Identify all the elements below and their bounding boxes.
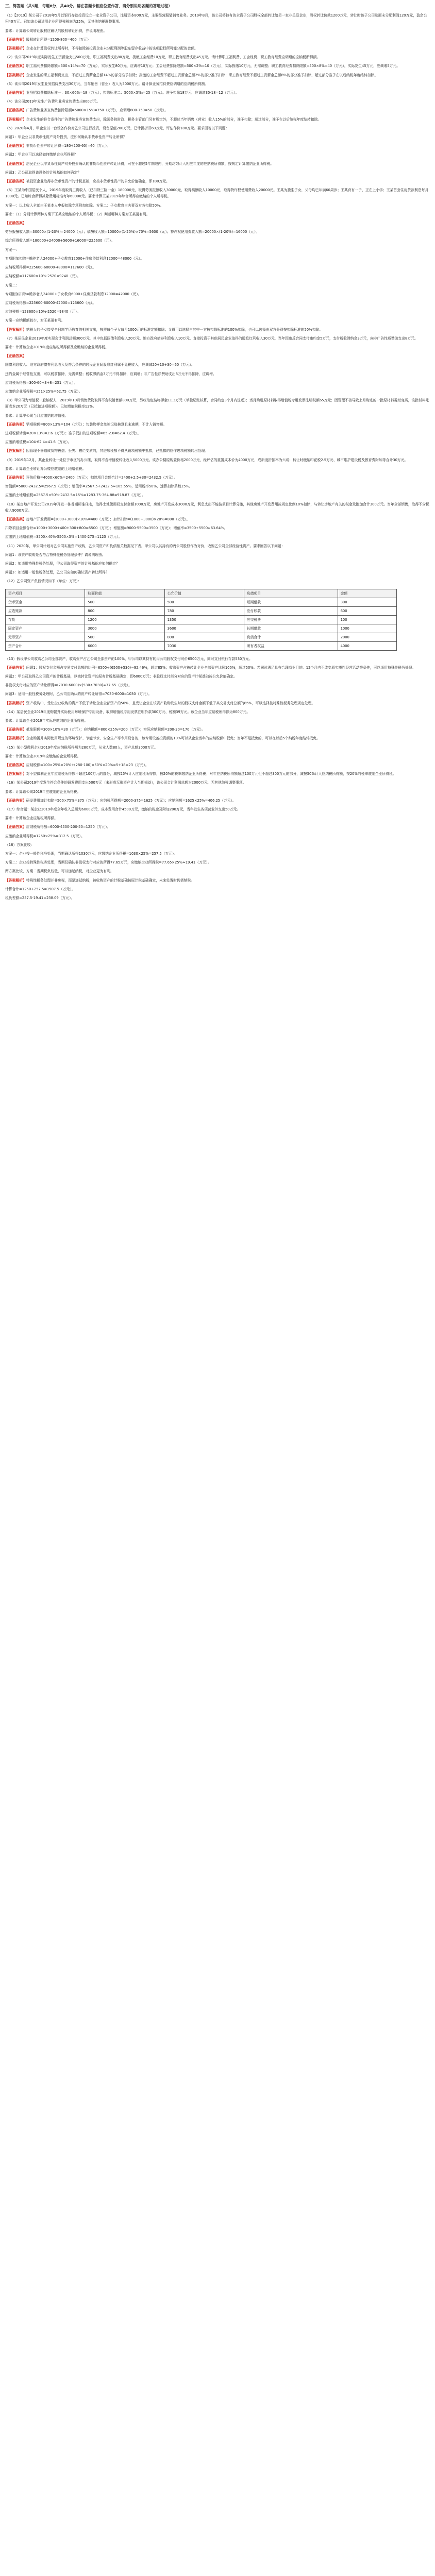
answer-paragraph: 【正确答案】被投资企业取得非货币性资产的计税基础，应按非货币性资产的公允价值确定，即180万元。	[5, 179, 170, 184]
answer-paragraph: 【答案解析】资产收购中，受让企业收购的资产不低于转让企业全部资产的50%，且受让企业在该资产收购发生时的股权支付金额不低于其交易支付总额的85%，可以选择按特殊性税务处理规定处理。	[5, 701, 315, 705]
content-after-table	[5, 656, 430, 902]
question-paragraph: （6）王某为中国居民个人，2019年度取得工资收入（已扣除三险一金）180000元，取得劳务报酬收入30000元，取得稿酬收入10000元，取得特许权使用费收入20000元。王某为独生子女，父母均已年满60周岁；王某育有一子，正在上小学；王某首套住房贷款利息每月1000元。已知综合所得减除费用标准每年60000元。要求计算王某2019年综合所得应缴纳的个人所得税。	[5, 188, 429, 199]
table-cell: 3000	[85, 624, 164, 633]
table-cell: 500	[85, 633, 164, 641]
answer-paragraph: 【答案解析】特殊性税务处理并非免税，而是递延纳税，被收购资产的计税基础按原计税基础确定，未来处置时仍需纳税。	[5, 878, 195, 883]
question-paragraph: 要求：（1）分别计算两种方案下王某应缴纳的个人所得税；（2）判断哪种方案对王某更有利。	[5, 212, 150, 216]
table-header-cell: 金额	[338, 589, 396, 598]
answer-paragraph: 【答案解析】因管理不善造成货物被盗、丢失、霉烂变质的，其进项税额不得从销项税额中抵扣，已抵扣的应作进项税额转出处理。	[5, 449, 209, 453]
answer-label: 【正确答案】	[5, 798, 26, 803]
table-row	[6, 606, 397, 615]
answer-paragraph: 【正确答案】研发费用加计扣除=500×75%=375（万元）；应纳税所得额=2000-375=1625（万元）；应纳税额=1625×25%=406.25（万元）。	[5, 798, 236, 803]
answer-paragraph	[5, 220, 430, 226]
answer-label: 【答案解析】	[5, 73, 26, 77]
question-paragraph: （2）该公司2019年度实际发生工资薪金支出500万元，职工福利费支出80万元，拨缴工会经费10万元，职工教育经费支出45万元。请计算职工福利费、工会经费、职工教育经费应调增的应纳税所得额。	[5, 55, 321, 60]
table-header-row	[6, 589, 397, 598]
question-paragraph: （1）【2019】某公司于2018年5月以银行存款投资设立一家全资子公司，注册资本800万元，主要经营服装销售业务。2019年8月，该公司将持有的全资子公司股权全部转让给另一家非关联企业，股权转让价款1200万元，转让时该子公司账面未分配利润120万元，盈余公积40万元。已知该公司适用企业所得税税率为25%，无其他纳税调整事项。	[5, 13, 427, 24]
question-paragraph: 要求：计算甲公司当月应缴纳的增值税。	[5, 413, 69, 418]
answer-paragraph: 【答案解析】企业发生的职工福利费支出，不超过工资薪金总额14%的部分准予扣除；拨缴的工会经费不超过工资薪金总额2%的部分准予扣除；职工教育经费不超过工资薪金总额8%的部分准予扣除，超过部分准予在以后纳税年度结转扣除。	[5, 73, 378, 77]
answer-label: 【正确答案】	[5, 221, 26, 226]
answer-paragraph	[5, 353, 430, 359]
question-paragraph: （13）假设甲公司收购乙公司全部资产，收购资产占乙公司全部资产的100%，甲公司以其持有的丙公司股权支付对价6500万元，同时支付银行存款530万元。	[5, 656, 253, 661]
answer-label: 【正确答案】	[5, 422, 26, 427]
table-cell: 1200	[85, 615, 164, 624]
question-paragraph: 问题2：如适用特殊性税务处理，甲公司取得资产的计税基础应如何确定？	[5, 562, 120, 566]
answer-paragraph: 【正确答案】广告费和业务宣传费扣除限额=5000×15%=750（万元），应调增800-750=50（万元）。	[5, 108, 168, 113]
table-cell: 负债合计	[244, 633, 338, 641]
question-paragraph: （4）该公司2019年发生广告费和业务宣传费支出800万元。	[5, 99, 101, 104]
answer-paragraph: 【正确答案】股权转让所得=1200-800=400（万元）	[5, 37, 91, 42]
table-row	[6, 633, 397, 641]
question-paragraph: （10）某房地产开发公司2019年开发一栋普通标准住宅，取得土地使用权支付金额1000万元，房地产开发成本3000万元，利息支出不能按项目计算分摊，其他房地产开发费用按规定比例10%扣除，与转让房地产有关的税金及附加合计300万元。当年全部销售，取得不含税收入9000万元。	[5, 502, 429, 513]
question-paragraph: （16）某公司2019年度发生符合条件的研发费用支出500万元（未形成无形资产计入当期损益），该公司会计利润总额为2000万元，无其他纳税调整事项。	[5, 781, 246, 785]
answer-label: 【正确答案】	[5, 179, 26, 184]
answer-label: 【正确答案】	[5, 825, 26, 829]
question-paragraph: （11）2020年，甲公司计划对乙公司实施资产收购，乙公司资产和负债相关数据见下表。甲公司以其持有的丙公司股权作为对价，收购乙公司全部经营性资产。要求回答以下问题：	[5, 544, 285, 548]
table-cell: 1000	[338, 624, 396, 633]
answer-paragraph: 【答案解析】企业在计算股权转让所得时，不得扣除被投资企业未分配利润等股东留存收益中按该项股权所可能分配的金额。	[5, 46, 198, 51]
question-paragraph: （15）某小型微利企业2019年度应纳税所得额为280万元，从业人数80人，资产总额3000万元。	[5, 745, 158, 750]
question-paragraph: 要求：计算该企业转让办公楼应缴纳的土地增值税。	[5, 466, 86, 471]
question-paragraph: 专项附加扣除=赡养老人24000+子女教育6000+住房贷款利息12000=42000（元）。	[5, 292, 142, 296]
question-paragraph: 综合所得收入额=180000+24000+5600+16000=225600（元）。	[5, 239, 115, 243]
answer-paragraph: 【正确答案】问题1：股权支付金额占交易支付总额的比例=6500÷(6500+530)≈92.46%，超过85%；收购资产占被转让企业全部资产比例100%，超过50%。若同时满足具有合理商业目的、12个月内不改变原实质性经营活动等条件，可以适用特殊性税务处理。	[5, 665, 416, 670]
answer-paragraph: 【正确答案】抵免限额=300×10%=30（万元）；应纳税额=800×25%=200（万元）；实际应纳税额=200-30=170（万元）。	[5, 727, 206, 732]
balance-sheet-table	[5, 589, 397, 651]
question-paragraph: （17）综合题：某企业2019年度全年收入总额为6000万元，成本费用合计4500万元，缴纳的税金及附加200万元，当年发生各项营业外支出50万元。	[5, 807, 240, 812]
answer-paragraph: 【正确答案】应纳税额=100×25%×20%+(280-100)×50%×20%=5+18=23（万元）。	[5, 763, 149, 768]
question-paragraph: 方案二：企业按特殊性税务处理，当期仅确认非股权支付对应的所得77.65万元，应缴纳企业所得税=77.65×25%≈19.41（万元）。	[5, 860, 211, 865]
table-row	[6, 598, 397, 606]
table-header-cell: 公允价值	[164, 589, 244, 598]
question-paragraph: 问题1：甲企业以非货币性资产对外投资，应如何确认非货币性资产转让所得？	[5, 135, 127, 140]
answer-label: 【正确答案】	[5, 475, 26, 480]
answer-paragraph: 【正确答案】职工福利费扣除限额=500×14%=70（万元），实际发生80万元，应调增10万元；工会经费扣除限额=500×2%=10（万元），实际拨缴10万元，无需调整；职工教育经费扣除限额=500×8%=40（万元），实际发生45万元，应调增5万元。	[5, 64, 400, 69]
question-paragraph: 专项附加扣除=赡养老人24000+子女教育12000+住房贷款利息12000=48000（元）。	[5, 256, 144, 261]
document-title: 三、简答题（共5题，每题8分，共40分。请在答题卡相应位置作答，请分别说明各题的答题过程）	[5, 4, 172, 8]
table-header-cell: 负债项目	[244, 589, 338, 598]
table-cell: 800	[164, 633, 244, 641]
answer-paragraph: 【正确答案】非货币性资产转让所得=180-(200-60)=40（万元）。	[5, 144, 111, 148]
answer-paragraph: 【正确答案】居民企业以非货币性资产对外投资确认的非货币性资产转让所得，可在不超过5年期限内，分期均匀计入相应年度的应纳税所得额，按规定计算缴纳企业所得税。	[5, 161, 274, 166]
question-paragraph: 方案一应纳税额较少，对王某更有利。	[5, 318, 65, 323]
answer-label: 【正确答案】	[5, 727, 26, 732]
answer-label: 【正确答案】	[5, 161, 26, 166]
question-paragraph: 问题1：该资产收购是否符合特殊性税务处理条件？请说明理由。	[5, 552, 106, 557]
question-paragraph: （8）甲公司为增值税一般纳税人，2019年10月销售货物取得不含税销售额800万元，另收取包装物押金11.3万元（单独记账核算，合同约定3个月内退还）；当月购进原材料取得增值税专用发票注明税额65万元；因管理不善导致上月购进的一批原材料霉烂变质，该批材料账面成本20万元（已抵扣进项税额）。已知增值税税率13%。	[5, 398, 429, 409]
question-paragraph: 要求：计算该企业2019年度应纳税所得额及应缴纳的企业所得税。	[5, 345, 109, 349]
answer-label: 【答案解析】	[5, 117, 26, 122]
content-before-table	[5, 12, 430, 584]
question-paragraph: 应纳税所得额=300-60+3+8=251（万元）。	[5, 380, 77, 385]
question-paragraph: 两方案比较，方案二当期税负较低，可以递延纳税，对企业更为有利。	[5, 869, 114, 874]
question-paragraph: （3）该公司2019年发生业务招待费支出30万元，当年销售（营业）收入为5000万元。请计算业务招待费应调增的应纳税所得额。	[5, 81, 209, 86]
table-cell: 短期借款	[244, 598, 338, 606]
answer-paragraph: 【答案解析】企业购置并实际使用规定的环境保护、节能节水、安全生产等专用设备的，该专用设备投资额的10%可以从企业当年的应纳税额中抵免；当年不足抵免的，可以在以后5个纳税年度结转抵免。	[5, 736, 320, 741]
answer-paragraph: 【正确答案】房地产开发费用=(1000+3000)×10%=400（万元）；加计扣除=(1000+3000)×20%=800（万元）。	[5, 517, 190, 521]
answer-paragraph: 【正确答案】业务招待费扣除标准一：30×60%=18（万元）；扣除标准二：5000×5‰=25（万元）。准予扣除18万元，应调增30-18=12（万元）。	[5, 91, 239, 95]
question-paragraph: 方案一：	[5, 247, 20, 252]
answer-label: 【正确答案】	[5, 144, 26, 148]
question-paragraph: 要求：计算该公司2019年应缴纳的企业所得税。	[5, 789, 81, 794]
question-paragraph: 计算合计=1250+257.5=1507.5（万元）。	[5, 887, 75, 891]
question-paragraph: 要求：计算该公司转让股权应确认的股权转让所得，并说明理由。	[5, 28, 107, 33]
table-cell: 7030	[164, 641, 244, 650]
table-cell: 所有者权益	[244, 641, 338, 650]
question-paragraph: 应缴纳增值税=104-62.4=41.6（万元）。	[5, 440, 72, 445]
question-paragraph: 应纳税所得额=225600-60000-42000=123600（元）。	[5, 300, 96, 305]
table-cell: 600	[338, 606, 396, 615]
table-cell: 长期借款	[244, 624, 338, 633]
table-header-cell: 资产项目	[6, 589, 85, 598]
answer-label: 【正确答案】	[5, 108, 26, 113]
question-paragraph: 问题3：适用一般性税务处理时，乙公司应确认的资产转让所得=7030-6000=1030（万元）。	[5, 692, 152, 697]
table-cell: 存货	[6, 615, 85, 624]
question-paragraph: 违约金属于经营性支出，可以税前扣除，无需调整；税收滞纳金3万元不得扣除，应调增；非广告性质赞助支出8万元不得扣除，应调增。	[5, 371, 216, 376]
answer-paragraph: 【答案解析】企业发生的符合条件的广告费和业务宣传费支出，除国务院财政、税务主管部门另有规定外，不超过当年销售（营业）收入15%的部分，准予扣除；超过部分，准予在以后纳税年度结转扣除。	[5, 117, 322, 122]
answer-label: 【答案解析】	[5, 878, 26, 883]
table-cell: 1350	[164, 615, 244, 624]
question-paragraph: 问题2：甲公司取得乙公司资产的计税基础，以被转让资产的原有计税基础确定，即6000万元；非股权支付部分对应的资产计税基础按公允价值确定。	[5, 674, 237, 679]
table-cell: 应交税费	[244, 615, 338, 624]
answer-label: 【答案解析】	[5, 772, 26, 776]
answer-label: 【正确答案】	[5, 37, 26, 42]
question-paragraph: （7）某居民企业2019年度实现会计利润总额300万元，其中包括国债利息收入20万元、地方政府债券利息收入10万元、直接投资于其他居民企业取得的股息红利收入30万元，当年因违反合同支付违约金5万元，支付税收滞纳金3万元，向非广告性质赞助支出8万元。	[5, 336, 418, 341]
question-paragraph: 问题2：甲企业可以选择如何缴纳企业所得税？	[5, 152, 78, 157]
question-paragraph: 问题3：如适用一般性税务处理，乙公司应如何确认资产转让所得？	[5, 570, 109, 575]
question-paragraph: 应缴纳企业所得税=1250×25%=312.5（万元）。	[5, 834, 85, 838]
question-paragraph: （18）方案比较：	[5, 842, 35, 847]
question-paragraph: 应纳税额=117600×10%-2520=9240（元）。	[5, 274, 81, 279]
question-paragraph: 应纳税额=123600×10%-2520=9840（元）。	[5, 310, 81, 314]
table-cell: 800	[85, 606, 164, 615]
question-paragraph: 税负差额=257.5-19.41=238.09（万元）。	[5, 896, 75, 901]
answer-label: 【正确答案】	[5, 665, 26, 670]
question-paragraph: 进项税额转出=20×13%=2.6（万元）；准予抵扣的进项税额=65-2.6=62.4（万元）。	[5, 431, 141, 435]
question-paragraph: 要求：计算该企业应纳税所得额。	[5, 816, 58, 821]
question-paragraph: 国债利息收入、地方政府债券利息收入及符合条件的居民企业间股息红利属于免税收入，应调减20+10+30=60（万元）。	[5, 363, 195, 367]
question-paragraph: 方案一：以上收入全部由王某本人申报扣除专项附加扣除。方案二：子女教育由夫妻双方各扣除50%。	[5, 203, 164, 208]
question-paragraph: 增值额=5000-2432.5=2567.5（万元）；增值率=2567.5÷2432.5≈105.55%，适用税率50%，速算扣除系数15%。	[5, 484, 193, 489]
table-row	[6, 615, 397, 624]
question-paragraph: （5）2020年4月，甲企业以一台设备作价对乙公司进行投资，设备原值200万元，已计提折旧60万元，评估作价180万元。要求回答以下问题：	[5, 126, 229, 130]
answer-label: 【正确答案】	[5, 64, 26, 69]
question-paragraph: 方案一：企业按一般性税务处理，当期确认所得1030万元，应缴纳企业所得税=1030×25%=257.5（万元）。	[5, 852, 178, 856]
answer-paragraph: 【答案解析】纳税人的子女接受全日制学历教育的相关支出，按照每个子女每月1000元的标准定额扣除；父母可以选择由其中一方按扣除标准的100%扣除，也可以选择由双方分别按扣除标准的50%扣除。	[5, 327, 323, 332]
answer-label: 【答案解析】	[5, 327, 26, 332]
table-cell: 应付账款	[244, 606, 338, 615]
table-cell: 6000	[85, 641, 164, 650]
question-paragraph: （12）乙公司资产负债情况如下（单位：万元）：	[5, 579, 81, 584]
table-cell: 780	[164, 606, 244, 615]
answer-label: 【答案解析】	[5, 46, 26, 51]
answer-label: 【正确答案】	[5, 763, 26, 768]
table-cell: 4000	[338, 641, 396, 650]
question-paragraph: 应缴纳企业所得税=251×25%=62.75（万元）。	[5, 389, 82, 394]
table-row	[6, 624, 397, 633]
table-cell: 资产合计	[6, 641, 85, 650]
question-paragraph: 应纳税所得额=225600-60000-48000=117600（元）。	[5, 265, 96, 270]
question-paragraph: 问题3：乙公司取得该设备的计税基础如何确定？	[5, 170, 81, 175]
table-cell: 300	[338, 598, 396, 606]
table-row	[6, 641, 397, 650]
question-paragraph: （14）某居民企业2019年度购置并实际使用环境保护专用设备，取得增值税专用发票注明价款300万元、税额39万元。该企业当年应纳税所得额为800万元。	[5, 709, 250, 714]
answer-label: 【答案解析】	[5, 449, 26, 453]
answer-paragraph: 【正确答案】销项税额=800×13%=104（万元）；包装物押金单独记账核算且未逾期，不计入销售额。	[5, 422, 167, 427]
answer-label: 【正确答案】	[5, 91, 26, 95]
question-paragraph: （9）2019年12月，某企业转让一处位于市区的办公楼，取得不含增值税转让收入5000万元。该办公楼原购置价格2000万元，经评估的重置成本价为4000万元，成新度折扣率为六成；转让时缴纳印花税2.5万元、城市维护建设税及教育费附加等合计30万元。	[5, 457, 408, 462]
table-cell: 货币资金	[6, 598, 85, 606]
question-paragraph: 要求：计算该企业2019年应缴纳的企业所得税。	[5, 754, 81, 758]
table-cell: 3600	[164, 624, 244, 633]
table-header-cell: 账面价值	[85, 589, 164, 598]
question-paragraph: 应缴纳土地增值税=3500×40%-5500×5%=1400-275=1125（万元）。	[5, 535, 122, 539]
answer-paragraph: 【正确答案】应纳税所得额=6000-4500-200-50=1250（万元）。	[5, 825, 111, 829]
table-cell: 2000	[338, 633, 396, 641]
table-cell: 固定资产	[6, 624, 85, 633]
question-paragraph: 劳务报酬收入额=30000×(1-20%)=24000（元）；稿酬收入额=10000×(1-20%)×70%=5600（元）；特许权使用费收入额=20000×(1-20%)=16000（元）。	[5, 230, 260, 234]
answer-label: 【正确答案】	[5, 517, 26, 521]
answer-label: 【答案解析】	[5, 736, 26, 741]
answer-paragraph: 【答案解析】对小型微利企业年应纳税所得额不超过100万元的部分，减按25%计入应纳税所得额，按20%的税率缴纳企业所得税；对年应纳税所得额超过100万元但不超过300万元的部分，减按50%计入应纳税所得额，按20%的税率缴纳企业所得税。	[5, 772, 396, 776]
table-cell: 500	[85, 598, 164, 606]
answer-label: 【正确答案】	[5, 354, 26, 359]
question-paragraph: 要求：计算该企业2019年实际应缴纳的企业所得税。	[5, 719, 88, 723]
question-paragraph: 应缴纳土地增值税=2567.5×50%-2432.5×15%=1283.75-364.88=918.87（万元）。	[5, 493, 145, 498]
table-cell: 无形资产	[6, 633, 85, 641]
question-paragraph: 扣除项目金额合计=1000+3000+400+300+800=5500（万元）；增值额=9000-5500=3500（万元）；增值率=3500÷5500≈63.64%。	[5, 526, 228, 531]
answer-paragraph: 【正确答案】评估价格=4000×60%=2400（万元）；扣除项目金额合计=2400+2.5+30=2432.5（万元）。	[5, 475, 177, 480]
table-cell: 应收账款	[6, 606, 85, 615]
document-page	[0, 0, 435, 901]
table-cell: 100	[338, 615, 396, 624]
question-paragraph: 非股权支付对应的资产转让所得=(7030-6000)×(530÷7030)≈77.65（万元）。	[5, 683, 132, 688]
question-paragraph: 方案二：	[5, 283, 20, 287]
answer-label: 【答案解析】	[5, 701, 26, 705]
table-cell: 500	[164, 598, 244, 606]
